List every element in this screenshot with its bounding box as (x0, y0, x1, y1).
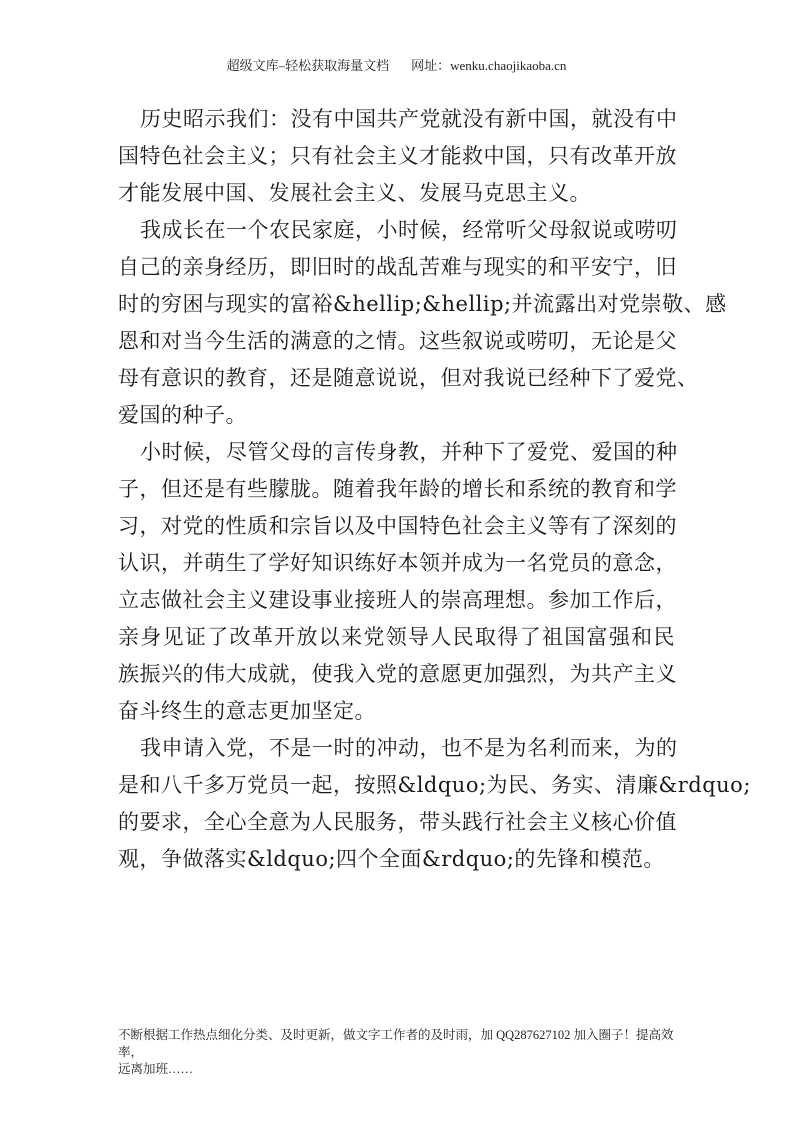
text-line: 我申请入党，不是一时的冲动，也不是为名利而来，为的 (140, 736, 678, 760)
page-footer (118, 1027, 678, 1078)
text-line: 国特色社会主义；只有社会主义才能救中国，只有改革开放 (118, 144, 677, 168)
paragraph-3 (118, 435, 678, 731)
text-line: 爱国的种子。 (118, 403, 247, 427)
paragraph-4 (118, 731, 751, 879)
text-line: 时的穷困与现实的富裕&hellip;&hellip;并流露出对党崇敬、感 (118, 292, 727, 316)
text-line: 是和八千多万党员一起，按照&ldquo;为民、务实、清廉&rdquo; (118, 773, 751, 797)
text-line: 自己的亲身经历，即旧时的战乱苦难与现实的和平安宁，旧 (118, 255, 677, 279)
footer-line-2: 远离加班…… (118, 1062, 194, 1076)
text-line: 的要求，全心全意为人民服务，带头践行社会主义核心价值 (118, 810, 677, 834)
text-line: 小时候，尽管父母的言传身教，并种下了爱党、爱国的种 (140, 440, 678, 464)
document-body (118, 102, 751, 879)
text-line: 我成长在一个农民家庭，小时候，经常听父母叙说或唠叨 (140, 218, 678, 242)
text-line: 母有意识的教育，还是随意说说，但对我说已经种下了爱党、 (118, 366, 699, 390)
site-name: 超级文库–轻松获取海量文档 (226, 58, 390, 73)
text-line: 奋斗终生的意志更加坚定。 (118, 699, 376, 723)
text-line: 才能发展中国、发展社会主义、发展马克思主义。 (118, 181, 591, 205)
paragraph-2 (118, 213, 727, 435)
paragraph-1 (118, 102, 678, 213)
text-line: 观，争做落实&ldquo;四个全面&rdquo;的先锋和模范。 (118, 847, 665, 871)
text-line: 习，对党的性质和宗旨以及中国特色社会主义等有了深刻的 (118, 514, 677, 538)
site-url[interactable]: 网址：wenku.chaojikaoba.cn (411, 58, 567, 73)
text-line: 亲身见证了改革开放以来党领导人民取得了祖国富强和民 (118, 625, 675, 649)
text-line: 子，但还是有些朦胧。随着我年龄的增长和系统的教育和学 (118, 477, 677, 501)
text-line: 历史昭示我们：没有中国共产党就没有新中国，就没有中 (140, 107, 678, 131)
page-header (0, 55, 793, 74)
text-line: 族振兴的伟大成就，使我入党的意愿更加强烈，为共产主义 (118, 662, 677, 686)
text-line: 立志做社会主义建设事业接班人的崇高理想。参加工作后， (118, 588, 677, 612)
text-line: 恩和对当今生活的满意的之情。这些叙说或唠叨，无论是父 (118, 329, 677, 353)
text-line: 认识，并萌生了学好知识练好本领并成为一名党员的意念， (118, 551, 677, 575)
footer-line-1: 不断根据工作热点细化分类、及时更新，做文字工作者的及时雨，加 QQ287627102 加入圈子！提高效率， (118, 1028, 674, 1059)
